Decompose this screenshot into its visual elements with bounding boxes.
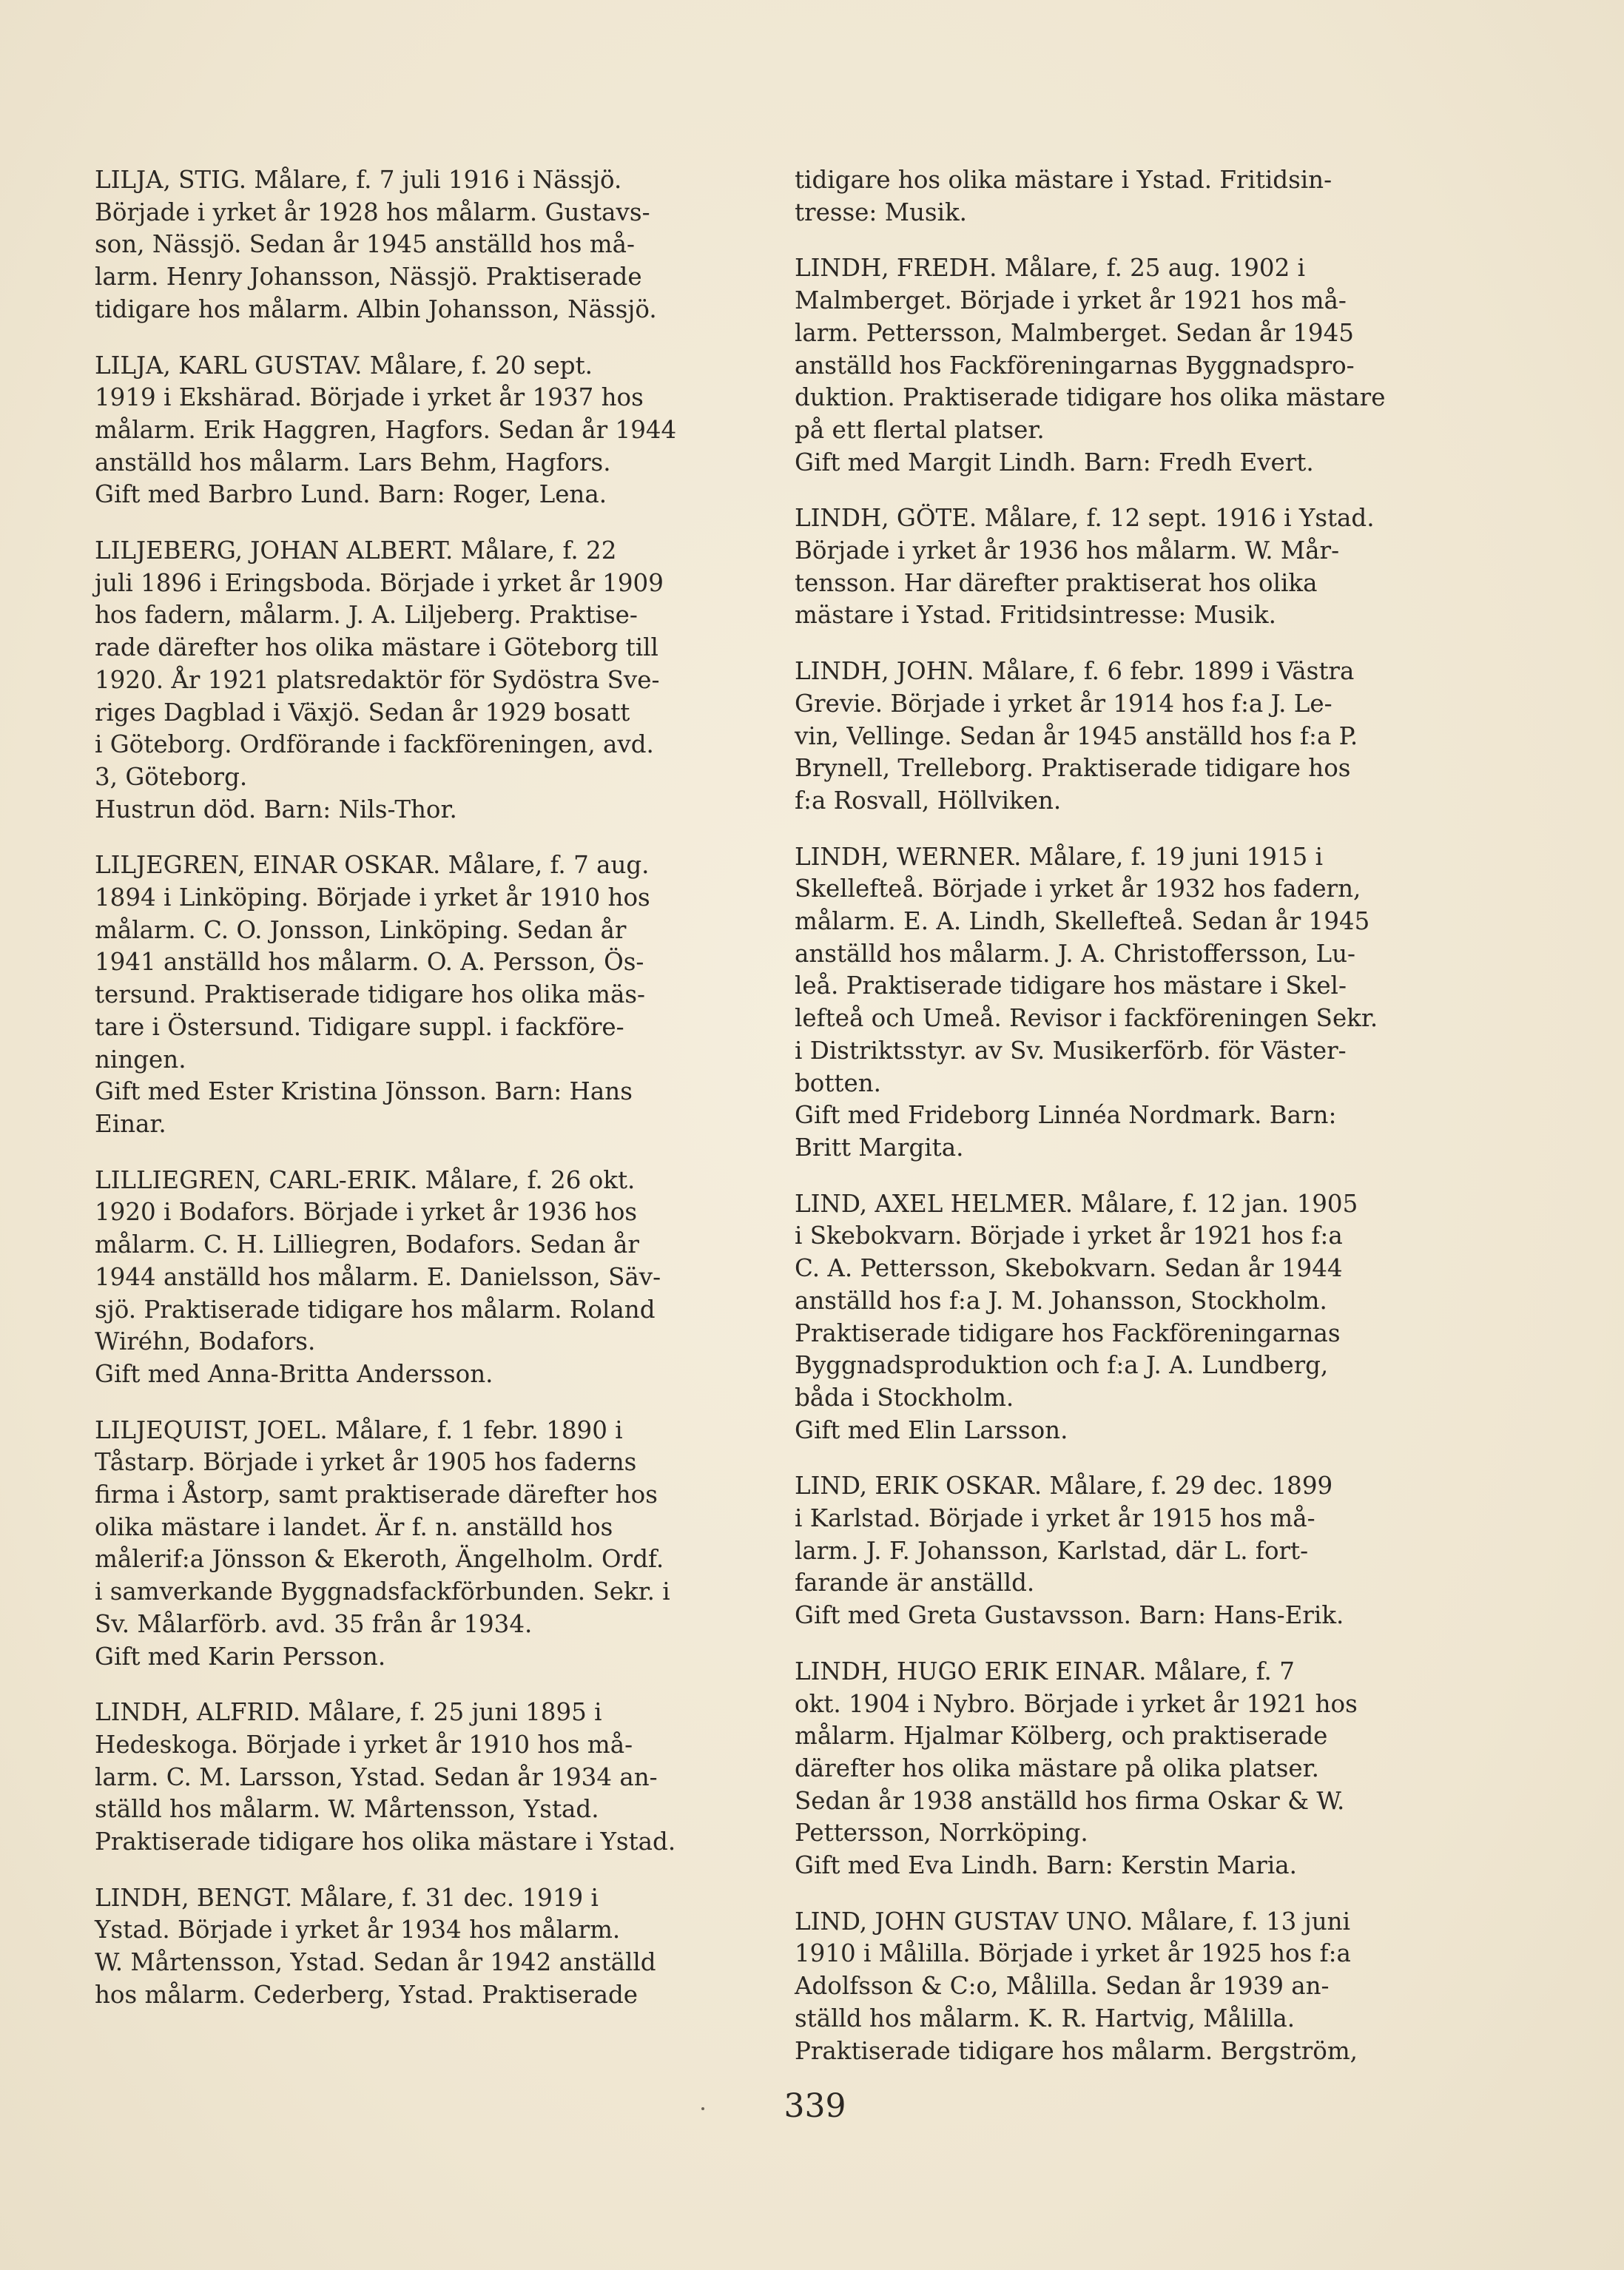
biography-entry xyxy=(95,1415,730,1674)
entry-line: i Skebokvarn. Började i yrket år 1921 hos f:a xyxy=(795,1222,1343,1250)
entry-line: i Karlstad. Började i yrket år 1915 hos må- xyxy=(795,1504,1315,1533)
entry-line: LINDH, FREDH. Målare, f. 25 aug. 1902 i xyxy=(795,254,1306,283)
biography-entry xyxy=(95,1165,730,1391)
entry-line: tidigare hos olika mästare i Ystad. Fritidsin- xyxy=(795,166,1332,194)
entry-line: i Distriktsstyr. av Sv. Musikerförb. för Väster- xyxy=(795,1036,1347,1065)
entry-line: Praktiserade tidigare hos olika mästare i Ystad. xyxy=(95,1828,676,1856)
entry-line: Pettersson, Norrköping. xyxy=(795,1819,1088,1848)
entry-line: larm. Pettersson, Malmberget. Sedan år 1945 xyxy=(795,318,1354,347)
entry-line: juli 1896 i Eringsboda. Började i yrket år 1909 xyxy=(95,568,664,597)
entry-line: i samverkande Byggnadsfackförbunden. Sekr. i xyxy=(95,1577,670,1606)
entry-line: ställd hos målarm. W. Mårtensson, Ystad. xyxy=(95,1795,599,1824)
entry-line: botten. xyxy=(795,1068,881,1097)
entry-line: Gift med Elin Larsson. xyxy=(795,1415,1068,1444)
entry-line: LILJA, STIG. Målare, f. 7 juli 1916 i Nässjö. xyxy=(95,166,622,194)
entry-line: Gift med Frideborg Linnéa Nordmark. Barn: xyxy=(795,1101,1337,1130)
entry-line: LILJA, KARL GUSTAV. Målare, f. 20 sept. xyxy=(95,351,593,380)
entry-line: W. Mårtensson, Ystad. Sedan år 1942 anställd xyxy=(95,1948,656,1977)
entry-line: målerif:a Jönsson & Ekeroth, Ängelholm. Ordf. xyxy=(95,1545,664,1574)
entry-line: LILJEGREN, EINAR OSKAR. Målare, f. 7 aug. xyxy=(95,851,650,880)
biography-entry xyxy=(795,656,1431,818)
biography-entry xyxy=(795,1470,1431,1632)
entry-line: larm. C. M. Larsson, Ystad. Sedan år 1934 an- xyxy=(95,1762,658,1791)
entry-line: LINDH, BENGT. Målare, f. 31 dec. 1919 i xyxy=(95,1883,599,1912)
entry-line: leå. Praktiserade tidigare hos mästare i Skel- xyxy=(795,971,1347,1000)
entry-line: farande är anställd. xyxy=(795,1569,1035,1597)
entry-line: båda i Stockholm. xyxy=(795,1383,1014,1412)
entry-line: hos fadern, målarm. J. A. Liljeberg. Praktise- xyxy=(95,601,638,630)
biography-entry xyxy=(795,1656,1431,1882)
biography-entry xyxy=(95,1697,730,1859)
entry-line: därefter hos olika mästare på olika platser. xyxy=(795,1754,1319,1782)
entry-line: Hedeskoga. Började i yrket år 1910 hos må- xyxy=(95,1730,633,1759)
entry-line: 1910 i Målilla. Började i yrket år 1925 hos f:a xyxy=(795,1939,1351,1968)
entry-line: i Göteborg. Ordförande i fackföreningen, avd. xyxy=(95,730,654,759)
entry-line: LILJEQUIST, JOEL. Målare, f. 1 febr. 1890 i xyxy=(95,1415,623,1444)
entry-line: Gift med Barbro Lund. Barn: Roger, Lena. xyxy=(95,480,607,509)
entry-line: LIND, AXEL HELMER. Målare, f. 12 jan. 1905 xyxy=(795,1189,1358,1218)
entry-line: tare i Östersund. Tidigare suppl. i fackföre- xyxy=(95,1012,624,1041)
entry-line: Gift med Ester Kristina Jönsson. Barn: Hans xyxy=(95,1077,633,1106)
entry-line: anställd hos f:a J. M. Johansson, Stockholm. xyxy=(795,1286,1327,1315)
entry-line: LINDH, ALFRID. Målare, f. 25 juni 1895 i xyxy=(95,1698,602,1727)
biography-entry xyxy=(95,535,730,826)
entry-line: LINDH, WERNER. Målare, f. 19 juni 1915 i xyxy=(795,842,1323,871)
entry-line: f:a Rosvall, Höllviken. xyxy=(795,786,1062,815)
entry-line: Gift med Margit Lindh. Barn: Fredh Evert. xyxy=(795,448,1314,476)
entry-line: mästare i Ystad. Fritidsintresse: Musik. xyxy=(795,601,1276,630)
entry-line: Malmberget. Började i yrket år 1921 hos må- xyxy=(795,286,1347,315)
entry-line: anställd hos Fackföreningarnas Byggnadspro- xyxy=(795,351,1355,380)
entry-line: lefteå och Umeå. Revisor i fackföreningen Sekr. xyxy=(795,1004,1378,1033)
entry-line: LINDH, JOHN. Målare, f. 6 febr. 1899 i Västra xyxy=(795,657,1355,686)
entry-line: Gift med Eva Lindh. Barn: Kerstin Maria. xyxy=(795,1851,1297,1880)
entry-line: Adolfsson & C:o, Målilla. Sedan år 1939 an- xyxy=(795,1972,1330,2001)
entry-line: son, Nässjö. Sedan år 1945 anställd hos må- xyxy=(95,230,635,259)
entry-line: olika mästare i landet. Är f. n. anställd hos xyxy=(95,1512,613,1541)
entry-line: Sedan år 1938 anställd hos firma Oskar & W. xyxy=(795,1786,1345,1815)
biography-entry xyxy=(795,502,1431,632)
biography-entry xyxy=(95,849,730,1140)
entry-line: Einar. xyxy=(95,1109,166,1138)
entry-line: målarm. C. O. Jonsson, Linköping. Sedan år xyxy=(95,915,627,944)
entry-line: målarm. Erik Haggren, Hagfors. Sedan år 1944 xyxy=(95,415,677,444)
entry-line: 1941 anställd hos målarm. O. A. Persson, Ös- xyxy=(95,948,644,977)
right-column xyxy=(795,164,1431,2091)
entry-line: LINDH, HUGO ERIK EINAR. Målare, f. 7 xyxy=(795,1657,1295,1685)
entry-line: ningen. xyxy=(95,1045,186,1074)
entry-line: LIND, ERIK OSKAR. Målare, f. 29 dec. 1899 xyxy=(795,1472,1333,1501)
entry-line: Wiréhn, Bodafors. xyxy=(95,1327,316,1356)
entry-line: Praktiserade tidigare hos målarm. Bergström, xyxy=(795,2036,1358,2065)
entry-line: tresse: Musik. xyxy=(795,198,968,226)
entry-line: Började i yrket år 1936 hos målarm. W. Mår- xyxy=(795,536,1340,565)
biography-entry xyxy=(95,1882,730,2012)
entry-line: Tåstarp. Började i yrket år 1905 hos faderns xyxy=(95,1448,637,1477)
left-column xyxy=(95,164,730,2035)
entry-line: Britt Margita. xyxy=(795,1133,964,1162)
entry-line: Praktiserade tidigare hos Fackföreningarnas xyxy=(795,1318,1341,1347)
entry-line: Grevie. Började i yrket år 1914 hos f:a J. Le- xyxy=(795,689,1332,718)
entry-line: tidigare hos målarm. Albin Johansson, Nässjö. xyxy=(95,294,657,323)
entry-line: larm. Henry Johansson, Nässjö. Praktiserade xyxy=(95,263,642,292)
entry-line: Gift med Karin Persson. xyxy=(95,1642,386,1671)
biography-entry xyxy=(95,350,730,512)
entry-line: tensson. Har därefter praktiserat hos olika xyxy=(795,568,1318,597)
entry-line: ställd hos målarm. K. R. Hartvig, Målilla. xyxy=(795,2004,1296,2032)
entry-line: på ett flertal platser. xyxy=(795,415,1045,444)
page-number: 339 xyxy=(784,2087,846,2125)
entry-line: målarm. E. A. Lindh, Skellefteå. Sedan år 1945 xyxy=(795,907,1370,936)
biography-entry xyxy=(95,164,730,326)
entry-line: okt. 1904 i Nybro. Började i yrket år 1921 hos xyxy=(795,1689,1358,1718)
entry-line: 3, Göteborg. xyxy=(95,762,248,791)
entry-line: LIND, JOHN GUSTAV UNO. Målare, f. 13 juni xyxy=(795,1907,1351,1936)
entry-line: 1944 anställd hos målarm. E. Danielsson, Säv- xyxy=(95,1262,661,1291)
entry-line: hos målarm. Cederberg, Ystad. Praktiserade xyxy=(95,1980,639,2009)
entry-line: LILLIEGREN, CARL-ERIK. Målare, f. 26 okt. xyxy=(95,1165,636,1194)
entry-line: anställd hos målarm. Lars Behm, Hagfors. xyxy=(95,448,611,476)
entry-line: tersund. Praktiserade tidigare hos olika mäs- xyxy=(95,980,646,1009)
biography-entry xyxy=(795,164,1431,229)
entry-line: LINDH, GÖTE. Målare, f. 12 sept. 1916 i Ystad. xyxy=(795,504,1375,533)
entry-line: vin, Vellinge. Sedan år 1945 anställd hos f:a P. xyxy=(795,721,1358,750)
entry-line: Började i yrket år 1928 hos målarm. Gustavs- xyxy=(95,198,650,226)
entry-line: Gift med Anna-Britta Andersson. xyxy=(95,1359,493,1388)
entry-line: LILJEBERG, JOHAN ALBERT. Målare, f. 22 xyxy=(95,536,617,565)
entry-line: anställd hos målarm. J. A. Christoffersson, Lu- xyxy=(795,939,1356,968)
entry-line: Sv. Målarförb. avd. 35 från år 1934. xyxy=(95,1609,533,1638)
entry-line: Gift med Greta Gustavsson. Barn: Hans-Erik. xyxy=(795,1601,1344,1630)
entry-line: Skellefteå. Började i yrket år 1932 hos fadern, xyxy=(795,875,1361,903)
entry-line: 1919 i Ekshärad. Började i yrket år 1937 hos xyxy=(95,383,644,412)
entry-line: målarm. Hjalmar Kölberg, och praktiserade xyxy=(795,1722,1328,1751)
entry-line: sjö. Praktiserade tidigare hos målarm. Roland xyxy=(95,1295,656,1324)
entry-line: Brynell, Trelleborg. Praktiserade tidigare hos xyxy=(795,754,1351,783)
biography-entry xyxy=(795,1906,1431,2068)
entry-line: Hustrun död. Barn: Nils-Thor. xyxy=(95,795,457,824)
entry-line: larm. J. F. Johansson, Karlstad, där L. fort- xyxy=(795,1536,1309,1565)
biography-entry xyxy=(795,252,1431,479)
entry-line: 1920. År 1921 platsredaktör för Sydöstra Sve- xyxy=(95,665,660,694)
entry-line: C. A. Pettersson, Skebokvarn. Sedan år 1944 xyxy=(795,1254,1343,1283)
entry-line: 1894 i Linköping. Började i yrket år 1910 hos xyxy=(95,883,650,912)
entry-line: duktion. Praktiserade tidigare hos olika mästare xyxy=(795,383,1386,412)
biography-entry xyxy=(795,1188,1431,1447)
entry-line: Byggnadsproduktion och f:a J. A. Lundberg, xyxy=(795,1351,1329,1380)
entry-line: riges Dagblad i Växjö. Sedan år 1929 bosatt xyxy=(95,698,630,727)
entry-line: firma i Åstorp, samt praktiserade därefter hos xyxy=(95,1481,658,1509)
biography-entry xyxy=(795,841,1431,1165)
entry-line: 1920 i Bodafors. Började i yrket år 1936 hos xyxy=(95,1198,638,1227)
entry-line: rade därefter hos olika mästare i Göteborg till xyxy=(95,633,658,662)
entry-line: målarm. C. H. Lilliegren, Bodafors. Sedan år xyxy=(95,1230,639,1259)
entry-line: Ystad. Började i yrket år 1934 hos målarm. xyxy=(95,1916,621,1944)
